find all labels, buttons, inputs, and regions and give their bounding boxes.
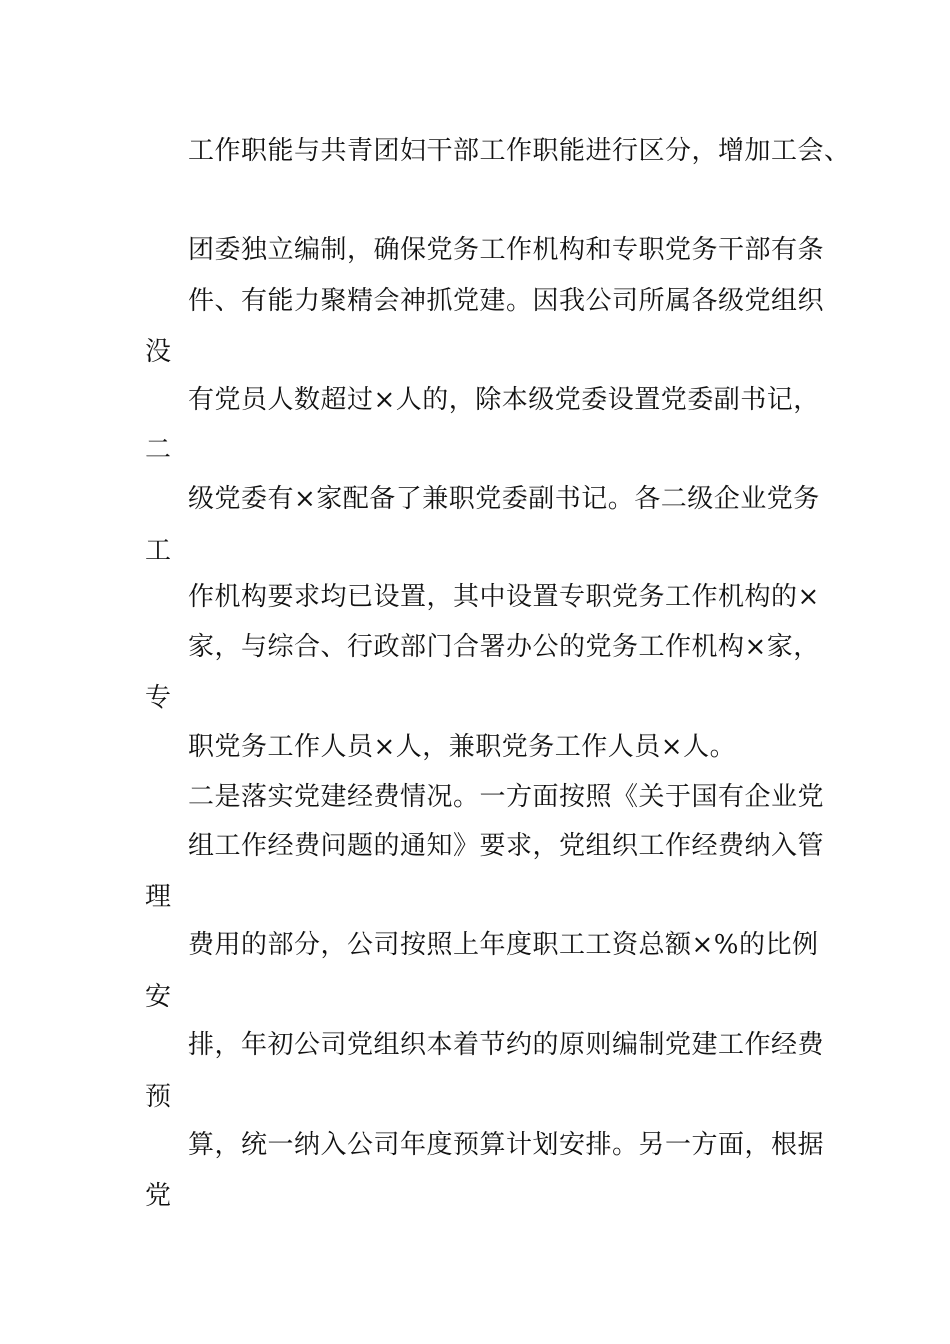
- text-line: 费用的部分，公司按照上年度职工工资总额×%的比例: [188, 930, 819, 960]
- text-line: 专: [145, 683, 172, 713]
- text-line: 算，统一纳入公司年度预算计划安排。另一方面，根据: [188, 1130, 825, 1160]
- text-line: 理: [145, 882, 172, 912]
- text-line: 工作职能与共青团妇干部工作职能进行区分，增加工会、: [188, 136, 851, 166]
- text-line: 件、有能力聚精会神抓党建。因我公司所属各级党组织: [188, 286, 825, 316]
- text-line: 党: [145, 1181, 172, 1211]
- text-line: 团委独立编制，确保党务工作机构和专职党务干部有条: [188, 235, 825, 265]
- text-line: 作机构要求均已设置，其中设置专职党务工作机构的×: [188, 582, 820, 612]
- text-line: 工: [145, 536, 172, 566]
- text-line: 职党务工作人员×人，兼职党务工作人员×人。: [188, 732, 737, 762]
- text-line: 没: [145, 337, 172, 367]
- text-line: 排，年初公司党组织本着节约的原则编制党建工作经费: [188, 1030, 825, 1060]
- text-line: 组工作经费问题的通知》要求，党组织工作经费纳入管: [188, 831, 825, 861]
- text-line: 级党委有×家配备了兼职党委副书记。各二级企业党务: [188, 484, 820, 514]
- text-line: 家，与综合、行政部门合署办公的党务工作机构×家，: [188, 632, 820, 662]
- text-line: 有党员人数超过×人的，除本级党委设置党委副书记，: [188, 385, 820, 415]
- text-line: 二: [145, 435, 172, 465]
- text-line: 二是落实党建经费情况。一方面按照《关于国有企业党: [188, 782, 825, 812]
- text-line: 安: [145, 982, 172, 1012]
- text-line: 预: [145, 1082, 172, 1112]
